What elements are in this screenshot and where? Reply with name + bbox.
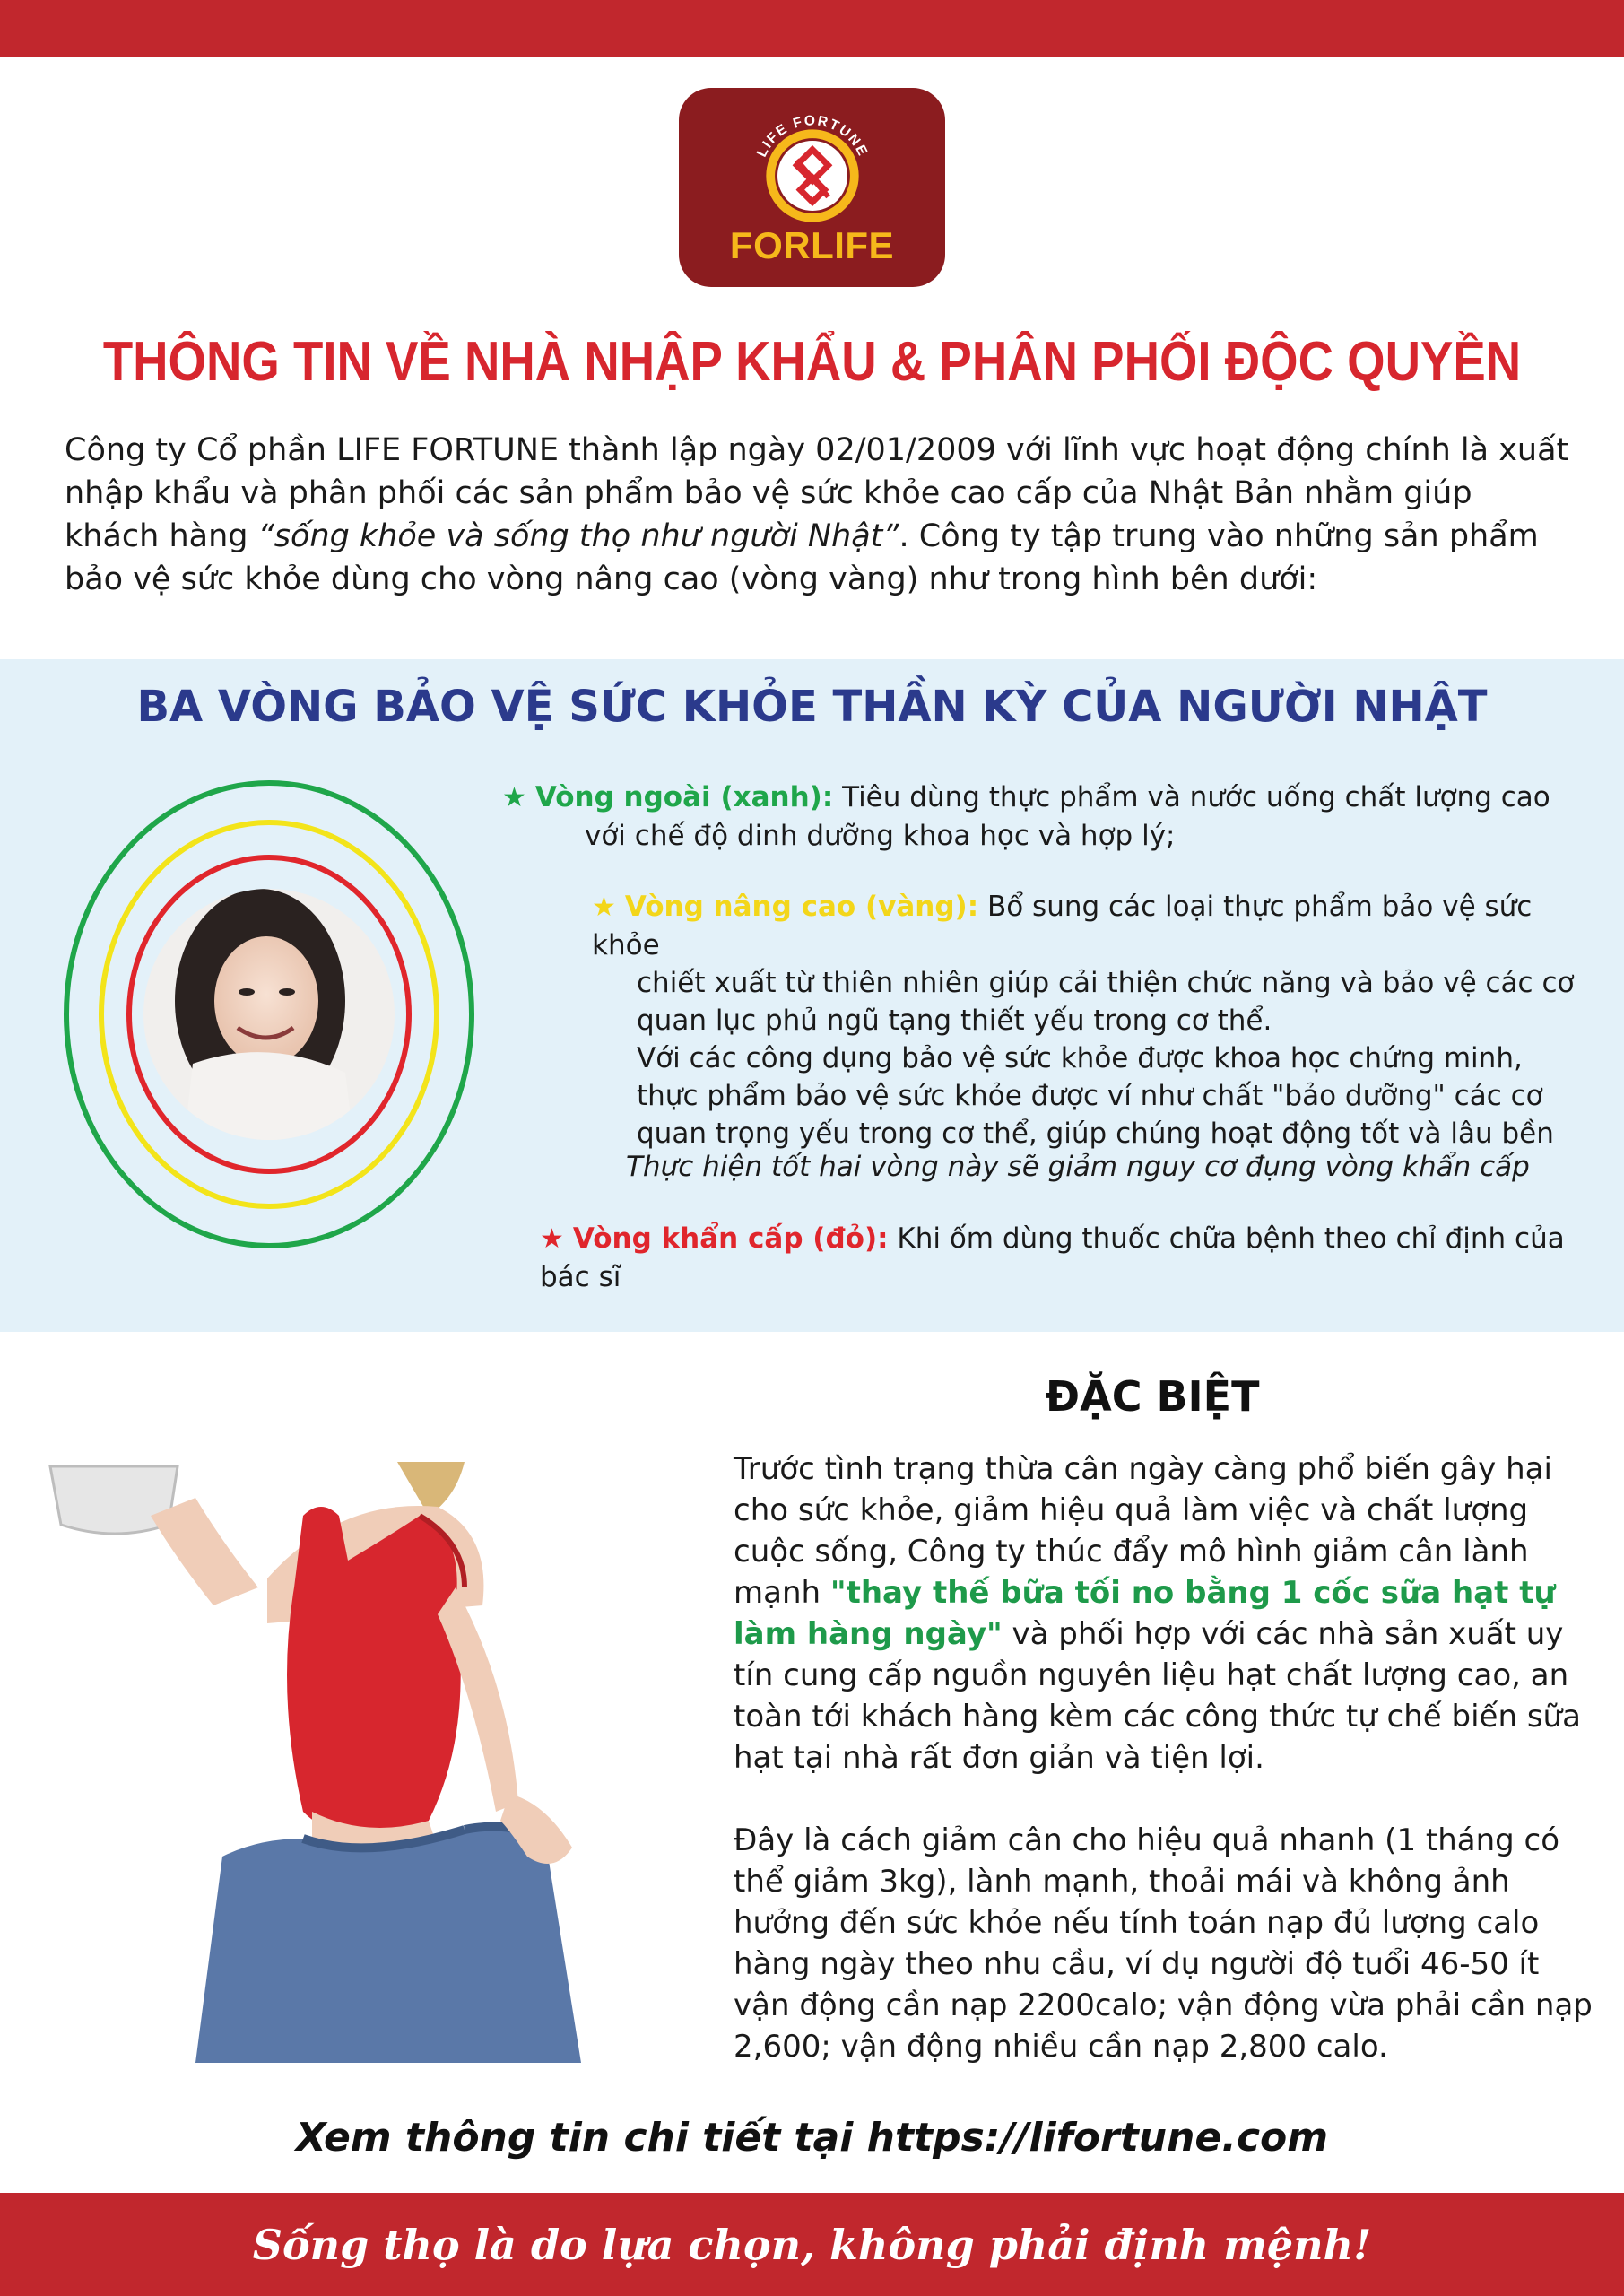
weight-loss-woman-photo — [43, 1462, 671, 2063]
ring-item-emergency — [540, 1220, 1580, 1296]
smiling-woman-photo — [139, 884, 408, 1153]
footer-website-link[interactable]: Xem thông tin chi tiết tại https://lifortune.com — [295, 2115, 1329, 2161]
page-title: THÔNG TIN VỀ NHÀ NHẬP KHẨU & PHÂN PHỐI ĐỘC QUYỀN — [102, 331, 1522, 393]
health-rings-diagram — [58, 777, 480, 1252]
ring-advanced-text: Bổ sung các loại thực phẩm bảo vệ sức khỏe — [592, 891, 1533, 961]
special-title: ĐẶC BIỆT — [1045, 1372, 1260, 1421]
rings-note: Thực hiện tốt hai vòng này sẽ giảm nguy cơ đụng vòng khẩn cấp — [626, 1151, 1530, 1183]
intro-paragraph — [65, 429, 1571, 601]
ring-advanced-text-extra: Với các công dụng bảo vệ sức khỏe được khoa học chứng minh, thực phẩm bảo vệ sức khỏe được ví như chất "bảo dưỡng" các cơ quan trọng yếu trong cơ thể, giúp chúng hoạt động tốt và lâu bền — [637, 1042, 1554, 1150]
ring-emergency-text: Khi ốm dùng thuốc chữa bệnh theo chỉ định của bác sĩ — [540, 1222, 1565, 1293]
logo-brand-name: FORLIFE — [729, 224, 895, 266]
top-banner-bar — [0, 0, 1624, 57]
special-body — [734, 1448, 1594, 2109]
ring-item-outer — [502, 778, 1578, 855]
logo-ring-text: LIFE FORTUNE — [754, 113, 871, 160]
special-p1-text-a: Trước tình trạng thừa cân ngày càng phổ biến gây hại cho sức khỏe, giảm hiệu quả làm việc và chất lượng cuộc sống, Công ty thúc đẩy mô hình giảm cân lành mạnh — [734, 1451, 1552, 1611]
intro-text-2: . Công ty tập trung vào những sản phẩm bảo vệ sức khỏe dùng cho vòng nâng cao (vòng vàng) như trong hình bên dưới: — [65, 518, 1539, 597]
intro-text-1: Công ty Cổ phần LIFE FORTUNE thành lập ngày 02/01/2009 với lĩnh vực hoạt động chính là xuất nhập khẩu và phân phối các sản phẩm bảo vệ sức khỏe cao cấp của Nhật Bản nhằm giúp khách hàng — [65, 432, 1569, 554]
ring-advanced-text-rest: chiết xuất từ thiên nhiên giúp cải thiện chức năng và bảo vệ các cơ quan lục phủ ngũ tạng thiết yếu trong cơ thể. — [637, 967, 1575, 1037]
ring-emergency-label: Vòng khẩn cấp (đỏ): — [572, 1222, 889, 1255]
ring-item-advanced — [592, 888, 1587, 1152]
special-paragraph-2: Đây là cách giảm cân cho hiệu quả nhanh (1 tháng có thể giảm 3kg), lành mạnh, thoải mái và không ảnh hưởng đến sức khỏe nếu tính toán nạp đủ lượng calo hàng ngày theo nhu cầu, ví dụ người độ tuổi 46-50 ít vận động cần nạp 2200calo; vận động vừa phải cần nạp 2,600; vận động nhiều cần nạp 2,800 calo. — [734, 1822, 1593, 2065]
bottom-slogan-bar — [0, 2193, 1624, 2296]
ring-outer-text-rest: với chế độ dinh dưỡng khoa học và hợp lý; — [585, 820, 1176, 852]
rings-section-title: BA VÒNG BẢO VỆ SỨC KHỎE THẦN KỲ CỦA NGƯỜI NHẬT — [136, 682, 1488, 732]
green-star-icon: ★ — [502, 782, 526, 813]
forlife-logo — [679, 88, 945, 287]
yellow-star-icon: ★ — [592, 891, 616, 923]
intro-quote: “sống khỏe và sống thọ như người Nhật” — [257, 518, 899, 554]
slogan-text: Sống thọ là do lựa chọn, không phải định mệnh! — [252, 2220, 1372, 2269]
ring-advanced-label: Vòng nâng cao (vàng): — [624, 891, 979, 923]
red-star-icon: ★ — [540, 1223, 564, 1255]
ring-outer-label: Vòng ngoài (xanh): — [534, 781, 834, 813]
special-paragraph-1 — [734, 1448, 1594, 1779]
special-p1-highlight: "thay thế bữa tối no bằng 1 cốc sữa hạt tự làm hàng ngày" — [734, 1575, 1556, 1652]
special-p1-text-b: và phối hợp với các nhà sản xuất uy tín cung cấp nguồn nguyên liệu hạt chất lượng cao, an toàn tới khách hàng kèm các công thức tự chế biến sữa hạt tại nhà rất đơn giản và tiện lợi. — [734, 1616, 1581, 1776]
ring-outer-text: Tiêu dùng thực phẩm và nước uống chất lượng cao — [833, 781, 1550, 813]
